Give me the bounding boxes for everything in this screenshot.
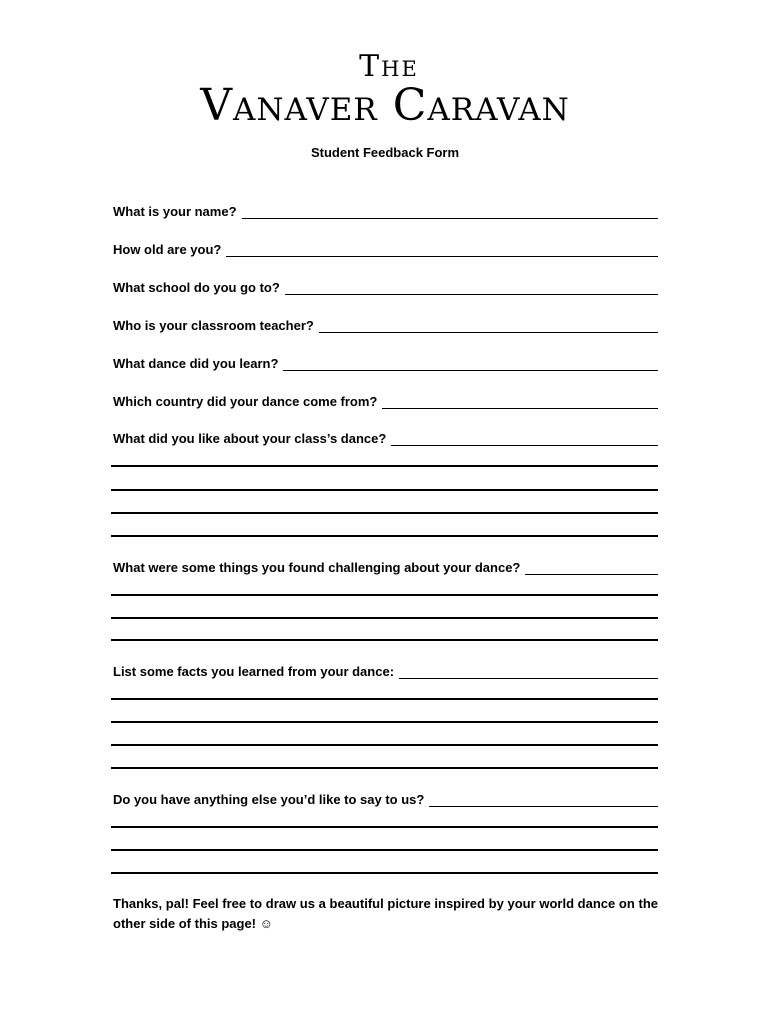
teacher-blank[interactable]	[319, 319, 658, 333]
liked-answer-line[interactable]	[111, 465, 658, 467]
liked-answer-line[interactable]	[111, 535, 658, 537]
question-age	[113, 239, 658, 257]
question-country	[113, 391, 658, 409]
logo-the: The	[359, 49, 419, 84]
country-blank[interactable]	[382, 395, 658, 409]
dance-blank[interactable]	[283, 357, 658, 371]
question-else	[113, 789, 658, 807]
question-challenging-label: What were some things you found challenging about your dance?	[113, 560, 521, 575]
question-school	[113, 277, 658, 295]
facts-blank[interactable]	[399, 665, 658, 679]
else-answer-line[interactable]	[111, 872, 658, 874]
else-answer-line[interactable]	[111, 826, 658, 828]
question-name	[113, 201, 658, 219]
question-age-label: How old are you?	[113, 242, 222, 257]
else-answer-line[interactable]	[111, 849, 658, 851]
age-blank[interactable]	[226, 243, 658, 257]
question-liked-label: What did you like about your class’s dance?	[113, 431, 387, 446]
question-school-label: What school do you go to?	[113, 280, 280, 295]
question-liked	[113, 428, 658, 446]
facts-answer-line[interactable]	[111, 698, 658, 700]
logo-name: Vanaver Caravan	[200, 80, 570, 131]
liked-answer-line[interactable]	[111, 489, 658, 491]
facts-answer-line[interactable]	[111, 744, 658, 746]
question-challenging	[113, 557, 658, 575]
facts-answer-line[interactable]	[111, 767, 658, 769]
closing-note: Thanks, pal! Feel free to draw us a beautiful picture inspired by your world dance on the other side of this page! ☺	[113, 896, 658, 931]
name-blank[interactable]	[242, 205, 658, 219]
question-else-label: Do you have anything else you’d like to say to us?	[113, 792, 425, 807]
question-facts-label: List some facts you learned from your dance:	[113, 664, 395, 679]
challenging-blank[interactable]	[525, 561, 658, 575]
form-title: Student Feedback Form	[310, 145, 460, 160]
question-dance	[113, 353, 658, 371]
question-dance-label: What dance did you learn?	[113, 356, 279, 371]
question-country-label: Which country did your dance come from?	[113, 394, 378, 409]
school-blank[interactable]	[285, 281, 658, 295]
liked-answer-line[interactable]	[111, 512, 658, 514]
challenging-answer-line[interactable]	[111, 594, 658, 596]
question-teacher	[113, 315, 658, 333]
challenging-answer-line[interactable]	[111, 617, 658, 619]
else-blank[interactable]	[429, 793, 658, 807]
logo	[0, 49, 770, 131]
liked-blank[interactable]	[391, 432, 658, 446]
question-name-label: What is your name?	[113, 204, 237, 219]
question-facts	[113, 661, 658, 679]
facts-answer-line[interactable]	[111, 721, 658, 723]
challenging-answer-line[interactable]	[111, 639, 658, 641]
question-teacher-label: Who is your classroom teacher?	[113, 318, 314, 333]
